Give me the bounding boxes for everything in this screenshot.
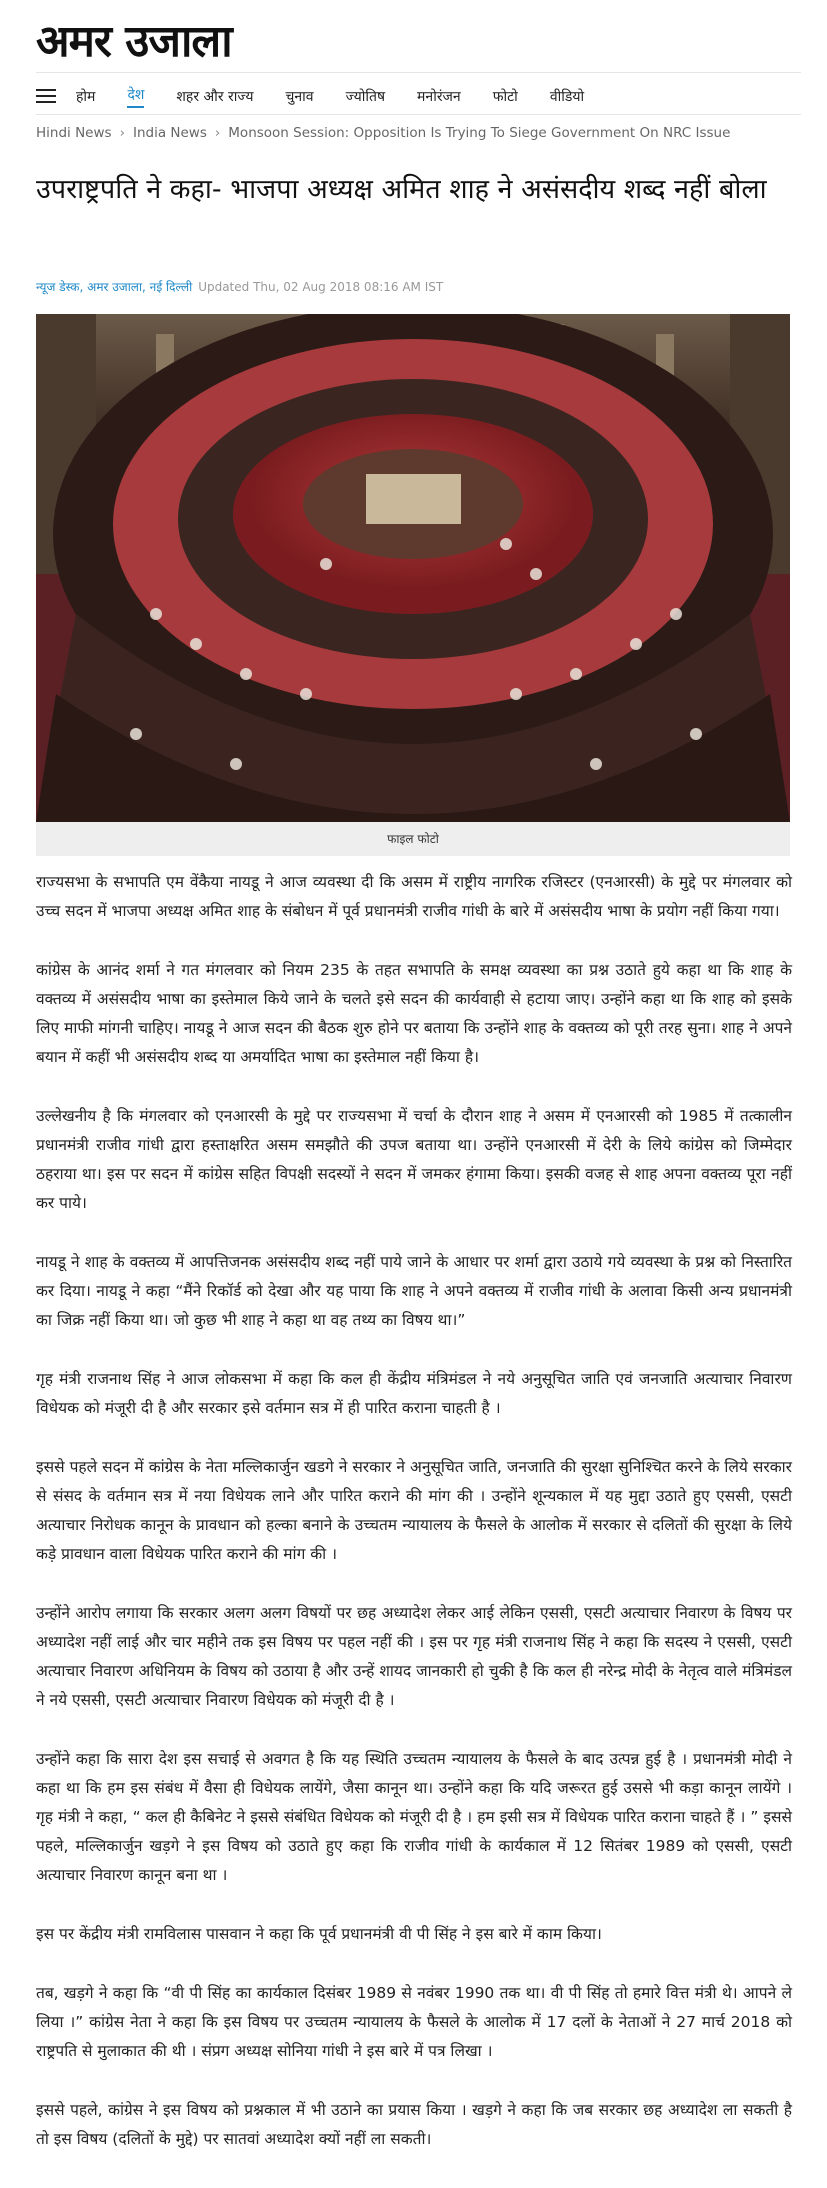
image-caption: फाइल फोटो [36,822,790,856]
article-paragraph: इससे पहले, कांग्रेस ने इस विषय को प्रश्नकाल में भी उठाने का प्रयास किया । खड़गे ने कहा कि जब सरकार छह अध्यादेश ला सकती है तो इस विषय (दलितों के मुद्दे) पर सातवां अध्यादेश क्यों नहीं ला सकती। [36,2101,792,2148]
article-paragraph: कांग्रेस के आनंद शर्मा ने गत मंगलवार को नियम 235 के तहत सभापति के समक्ष व्यवस्था का प्रश्न उठाते हुये कहा था कि शाह के वक्तव्य में असंसदीय भाषा का इस्तेमाल किये जाने के चलते इसे सदन की कार्यवाही से हटाया जाए। उन्होंने कहा था कि शाह को इसके लिए माफी मांगनी चाहिए। नायडू ने आज सदन की बैठक शुरु होने पर बताया कि उन्होंने शाह के वक्तव्य को पूरी तरह सुना। शाह ने अपने बयान में कहीं भी असंसदीय शब्द या अमर्यादित भाषा का इस्तेमाल नहीं किया है। [36,961,792,1066]
byline [36,278,443,296]
article-paragraph: तब, खड़गे ने कहा कि “वी पी सिंह का कार्यकाल दिसंबर 1989 से नवंबर 1990 तक था। वी पी सिंह तो हमारे वित्त मंत्री थे। आपने ले लिया ।” कांग्रेस नेता ने कहा कि इस विषय पर उच्चतम न्यायालय के फैसले के आलोक में 17 दलों के नेताओं ने 27 मार्च 2018 को राष्ट्रपति से मुलाकात की थी । संप्रग अध्यक्ष सोनिया गांधी ने इस बारे में पत्र लिखा । [36,1984,792,2060]
parliament-photo [36,314,790,822]
article-paragraph: गृह मंत्री राजनाथ सिंह ने आज लोकसभा में कहा कि कल ही केंद्रीय मंत्रिमंडल ने नये अनुसूचित जाति एवं जनजाति अत्याचार निवारण विधेयक को मंजूरी दी है और सरकार इसे वर्तमान सत्र में ही पारित कराना चाहती है । [36,1370,792,1417]
article-title: उपराष्ट्रपति ने कहा- भाजपा अध्यक्ष अमित शाह ने असंसदीय शब्द नहीं बोला [36,174,767,205]
author-link[interactable]: न्यूज डेस्क, अमर उजाला, नई दिल्ली [36,280,193,294]
updated-time: Updated Thu, 02 Aug 2018 08:16 AM IST [198,280,444,294]
nav-item-elections[interactable]: चुनाव [285,88,314,105]
nav-item-entertainment[interactable]: मनोरंजन [417,88,461,105]
nav-item-astrology[interactable]: ज्योतिष [345,88,386,105]
nav-item-video[interactable]: वीडियो [549,88,585,105]
nav-item-home[interactable]: होम [76,88,96,105]
article-body [36,868,792,2184]
article-paragraph: उन्होंने आरोप लगाया कि सरकार अलग अलग विषयों पर छह अध्यादेश लेकर आई लेकिन एससी, एसटी अत्याचार निवारण के विषय पर अध्यादेश नहीं लाई और चार महीने तक इस विषय पर पहल नहीं की । इस पर गृह मंत्री राजनाथ सिंह ने कहा कि सदस्य ने एससी, एसटी अत्याचार निवारण अधिनियम के विषय को उठाया है और उन्हें शायद जानकारी हो चुकी है कि कल ही नरेन्द्र मोदी के नेतृत्व वाले मंत्रिमंडल ने नये एससी, एसटी अत्याचार निवारण विधेयक को मंजूरी दी है । [36,1604,792,1709]
breadcrumb-link-hindi-news[interactable]: Hindi News [36,125,112,141]
article-paragraph: राज्यसभा के सभापति एम वेंकैया नायडू ने आज व्यवस्था दी कि असम में राष्ट्रीय नागरिक रजिस्टर (एनआरसी) के मुद्दे पर मंगलवार को उच्च सदन में भाजपा अध्यक्ष अमित शाह के संबोधन में पूर्व प्रधानमंत्री राजीव गांधी के बारे में असंसदीय भाषा के प्रयोग नहीं किया गया। [36,873,792,920]
main-nav [36,76,801,116]
breadcrumb-current: Monsoon Session: Opposition Is Trying To Siege Government On NRC Issue [228,125,731,141]
article-paragraph: इससे पहले सदन में कांग्रेस के नेता मल्लिकार्जुन खडगे ने सरकार ने अनुसूचित जाति, जनजाति की सुरक्षा सुनिश्चित करने के लिये सरकार से संसद के वर्तमान सत्र में नया विधेयक लाने और पारित कराने की मांग की । उन्होंने शून्यकाल में यह मुद्दा उठाते हुए एससी, एसटी अत्याचार निरोधक कानून के प्रावधान को हल्का बनाने के उच्चतम न्यायालय के फैसले के आलोक में सरकार से दलितों की सुरक्षा के लिये कड़े प्रावधान वाला विधेयक पारित कराने की मांग की । [36,1458,792,1563]
article-paragraph: इस पर केंद्रीय मंत्री रामविलास पासवान ने कहा कि पूर्व प्रधानमंत्री वी पी सिंह ने इस बारे में काम किया। [36,1925,602,1943]
menu-icon[interactable] [36,89,56,103]
nav-item-photo[interactable]: फोटो [492,88,518,105]
site-logo[interactable]: अमर उजाला [36,16,232,67]
article-paragraph: उल्लेखनीय है कि मंगलवार को एनआरसी के मुद्दे पर राज्यसभा में चर्चा के दौरान शाह ने असम में एनआरसी को 1985 में तत्कालीन प्रधानमंत्री राजीव गांधी द्वारा हस्ताक्षरित असम समझौते की उपज बताया था। उन्होंने एनआरसी में देरी के लिये कांग्रेस को जिम्मेदार ठहराया था। इस पर सदन में कांग्रेस सहित विपक्षी सदस्यों ने सदन में जमकर हंगामा किया। इसकी वजह से शाह अपना वक्तव्य पूरा नहीं कर पाये। [36,1107,792,1212]
article-paragraph: उन्होंने कहा कि सारा देश इस सचाई से अवगत है कि यह स्थिति उच्चतम न्यायालय के फैसले के बाद उत्पन्न हुई है । प्रधानमंत्री मोदी ने कहा था कि हम इस संबंध में वैसा ही विधेयक लायेंगे, जैसा कानून था। उन्होंने कहा कि यदि जरूरत हुई उससे भी कड़ा कानून लायेंगे । गृह मंत्री ने कहा, “ कल ही कैबिनेट ने इससे संबंधित विधेयक को मंजूरी दी है । हम इसी सत्र में विधेयक पारित कराना चाहते हैं । ” इससे पहले, मल्लिकार्जुन खड़गे ने इस विषय को उठाते हुए कहा कि राजीव गांधी के कार्यकाल में 12 सितंबर 1989 को एससी, एसटी अत्याचार निवारण कानून बना था । [36,1750,792,1884]
nav-item-desh[interactable]: देश [127,85,144,108]
breadcrumb-link-india-news[interactable]: India News [132,125,207,141]
header-divider [36,72,801,73]
nav-item-city-state[interactable]: शहर और राज्य [176,88,254,105]
breadcrumb [36,122,730,144]
breadcrumb-separator-icon: › [214,125,221,141]
article-paragraph: नायडू ने शाह के वक्तव्य में आपत्तिजनक असंसदीय शब्द नहीं पाये जाने के आधार पर शर्मा द्वारा उठाये गये व्यवस्था के प्रश्न को निस्तारित कर दिया। नायडू ने कहा “मैंने रिकॉर्ड को देखा और यह पाया कि शाह ने अपने वक्तव्य में राजीव गांधी के अलावा किसी अन्य प्रधानमंत्री का जिक्र नहीं किया था। जो कुछ भी शाह ने कहा था वह तथ्य का विषय था।” [36,1253,792,1329]
breadcrumb-separator-icon: › [119,125,125,141]
nav-divider [36,114,801,115]
